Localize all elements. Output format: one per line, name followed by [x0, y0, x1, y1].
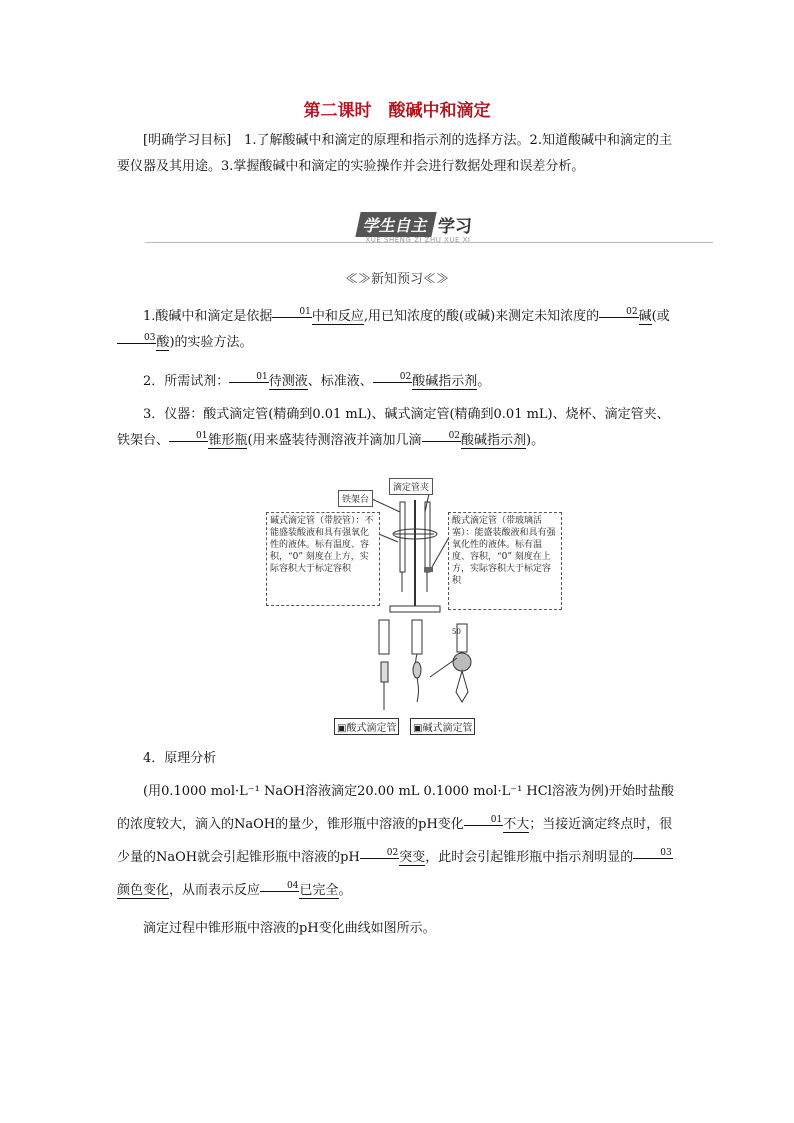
item-3-text: )。 — [526, 433, 545, 448]
acid-burette-note: 酸式滴定管（带玻璃活塞）：能盛装酸液和具有强氧化性的液体。标有温度、容积，“0” 刻度在上方，实际容积大于标定容积 — [448, 512, 562, 610]
item-2 — [117, 369, 682, 395]
label-iron-stand: 铁架台 — [338, 490, 373, 507]
caption-acid-text: 酸式滴定管 — [346, 723, 397, 734]
item-1-text: )的实验方法。 — [169, 335, 253, 350]
item-3-text: (用来盛装待测溶液并滴加几滴 — [247, 433, 422, 448]
blank-marker: 04 — [260, 881, 299, 892]
scale-mark: 50 — [452, 628, 461, 636]
answer-blank: 酸碱指示剂 — [412, 374, 478, 389]
blank-marker: 01 — [464, 815, 503, 826]
item-4-text: 。 — [338, 883, 352, 898]
titration-apparatus-figure — [262, 472, 562, 737]
blank-marker: 01 — [229, 372, 268, 383]
banner-light-text: 学习 — [438, 216, 473, 237]
blank-marker: 02 — [599, 307, 638, 318]
item-1 — [117, 304, 682, 356]
label-burette-clamp: 滴定管夹 — [389, 478, 433, 495]
caption-acid-burette: ▣酸式滴定管 — [334, 718, 399, 735]
banner-badge — [358, 212, 473, 244]
item-4-text: ，从而表示反应 — [169, 883, 261, 898]
blank-marker: 02 — [360, 848, 399, 859]
answer-blank: 酸碱指示剂 — [461, 433, 527, 448]
item-2-text: 、标准液、 — [307, 374, 373, 389]
item-3 — [117, 402, 682, 454]
blank-marker: 01 — [169, 431, 208, 442]
blank-marker: 03 — [117, 333, 156, 344]
base-burette-note: 碱式滴定管（带胶管）：不能盛装酸液和具有强氧化性的液体。标有温度、容积，“0” 刻度在上方，实际容积大于标定容积 — [266, 512, 380, 606]
section-heading: ≪≫新知预习≪≫ — [344, 272, 449, 287]
item-1-text: ,用已知浓度的酸(或碱)来测定未知浓度的 — [363, 309, 600, 324]
closing-sentence: 滴定过程中锥形瓶中溶液的pH变化曲线如图所示。 — [143, 921, 436, 936]
item-4-body — [117, 775, 682, 907]
answer-blank: 待测液 — [268, 374, 308, 389]
blank-marker: 03 — [633, 848, 672, 859]
answer-blank: 碱 — [638, 309, 652, 324]
answer-blank: 突变 — [399, 850, 426, 865]
item-2-text: 2．所需试剂： — [143, 374, 230, 389]
item-2-text: 。 — [477, 374, 491, 389]
answer-blank: 颜色变化 — [117, 883, 170, 898]
learning-goals: [明确学习目标] 1.了解酸碱中和滴定的原理和指示剂的选择方法。2.知道酸碱中和滴定的主要仪器及其用途。3.掌握酸碱中和滴定的实验操作并会进行数据处理和误差分析。 — [117, 133, 672, 174]
caption-base-text: 碱式滴定管 — [422, 723, 473, 734]
lesson-title: 第二课时 酸碱中和滴定 — [303, 101, 491, 121]
caption-base-burette: ▣碱式滴定管 — [410, 718, 475, 735]
item-4-text: ，此时会引起锥形瓶中指示剂明显的 — [425, 850, 634, 865]
blank-marker: 02 — [422, 431, 461, 442]
section-banner — [145, 212, 713, 250]
item-3-text: 3．仪器：酸式滴定管(精确到0.01 mL)、碱式滴定管(精确到0.01 mL)、烧杯、滴定管夹、铁架台、 — [117, 407, 670, 448]
item-4-heading: 4．原理分析 — [143, 751, 217, 766]
banner-pinyin: XUE SHENG ZI ZHU XUE XI — [365, 236, 471, 244]
answer-blank: 酸 — [156, 335, 170, 350]
answer-blank: 锥形瓶 — [208, 433, 248, 448]
item-4-text: ；当接近滴定终点时，很少量的NaOH就会引起锥形瓶中溶液的pH — [117, 817, 673, 865]
blank-marker: 01 — [272, 307, 311, 318]
item-1-text: (或 — [651, 309, 670, 324]
banner-dark-text: 学生自主 — [355, 212, 436, 237]
answer-blank: 已完全 — [299, 883, 339, 898]
item-4-text: (用0.1000 mol·L⁻¹ NaOH溶液滴定20.00 mL 0.1000 mol·L⁻¹ HCl溶液为例)开始时盐酸的浓度较大，滴入的NaOH的量少，锥形瓶中溶液的pH变化 — [117, 784, 674, 832]
answer-blank: 不大 — [503, 817, 530, 832]
blank-marker: 02 — [373, 372, 412, 383]
answer-blank: 中和反应 — [311, 309, 364, 324]
item-1-text: 1.酸碱中和滴定是依据 — [143, 309, 273, 324]
